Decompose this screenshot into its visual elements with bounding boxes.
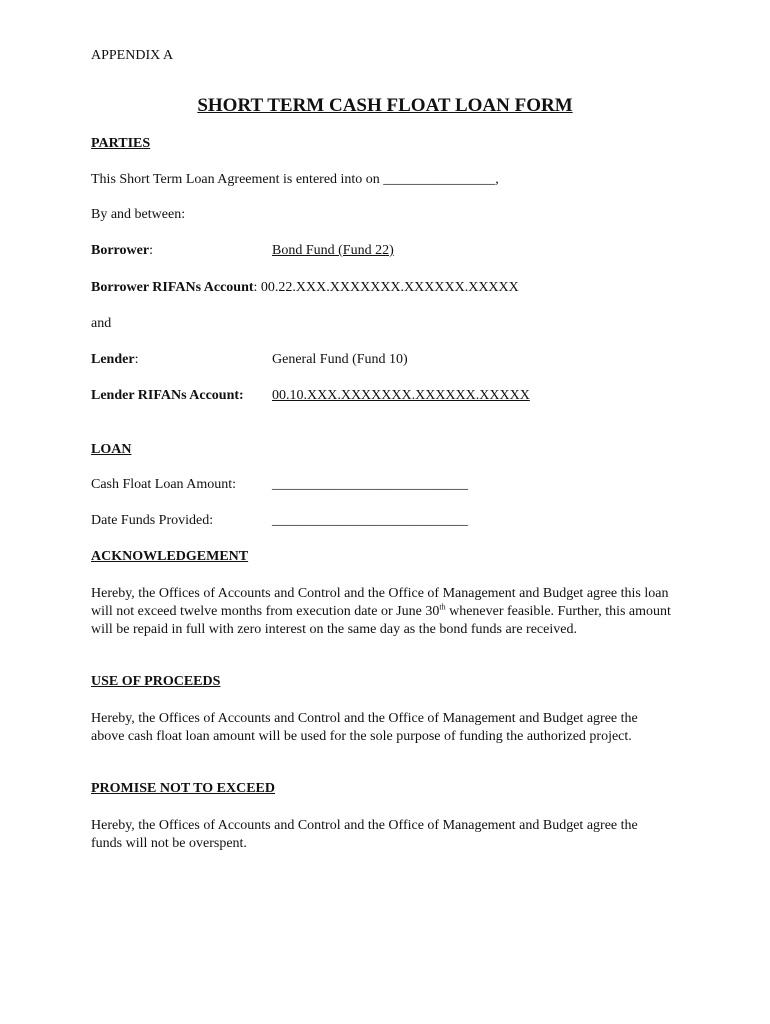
- appendix-label: APPENDIX A: [91, 48, 174, 63]
- acknowledgement-text-part1: Hereby, the Offices of Accounts and Control and the Office of Management and Budget agree this loan will not exceed twelve months from execution date or June 30: [91, 586, 669, 619]
- borrower-label-row: [91, 243, 153, 259]
- loan-amount-blank: ____________________________: [272, 477, 468, 492]
- lender-account-value: 00.10.XXX.XXXXXXX.XXXXXX.XXXXX: [272, 388, 530, 403]
- lender-colon: :: [134, 352, 139, 367]
- and-text: and: [91, 316, 112, 331]
- lender-label: Lender: [91, 352, 135, 367]
- loan-heading: LOAN: [91, 442, 132, 457]
- use-of-proceeds-text: Hereby, the Offices of Accounts and Control and the Office of Management and Budget agree the above cash float loan amount will be used for the sole purpose of funding the authorized project.: [91, 711, 638, 744]
- borrower-account-value: : 00.22.XXX.XXXXXXX.XXXXXX.XXXXX: [253, 280, 519, 295]
- borrower-account-row: [91, 280, 519, 296]
- acknowledgement-heading: ACKNOWLEDGEMENT: [91, 549, 249, 564]
- acknowledgement-superscript: th: [439, 602, 446, 612]
- acknowledgement-text-part2: whenever feasible. Further, this amount will be repaid in full with zero interest on the same day as the bond funds are received.: [91, 604, 671, 637]
- lender-account-label: Lender RIFANs Account:: [91, 388, 244, 403]
- document-title: SHORT TERM CASH FLOAT LOAN FORM: [197, 95, 573, 116]
- date-funds-label: Date Funds Provided:: [91, 513, 214, 528]
- by-and-between: By and between:: [91, 207, 186, 222]
- lender-value: General Fund (Fund 10): [272, 352, 408, 367]
- borrower-account-label: Borrower RIFANs Account: [91, 280, 254, 295]
- borrower-colon: :: [149, 243, 153, 258]
- promise-heading: PROMISE NOT TO EXCEED: [91, 781, 275, 796]
- borrower-value: Bond Fund (Fund 22): [272, 243, 394, 258]
- date-funds-blank: ____________________________: [272, 513, 468, 528]
- use-of-proceeds-heading: USE OF PROCEEDS: [91, 674, 221, 689]
- loan-amount-label: Cash Float Loan Amount:: [91, 477, 237, 492]
- promise-text: Hereby, the Offices of Accounts and Control and the Office of Management and Budget agree the funds will not be overspent.: [91, 818, 638, 851]
- lender-label-row: [91, 352, 138, 368]
- agreement-intro: This Short Term Loan Agreement is entered into on ________________,: [91, 172, 499, 187]
- acknowledgement-text: [91, 585, 671, 639]
- parties-heading: PARTIES: [91, 136, 151, 151]
- borrower-label: Borrower: [91, 243, 150, 258]
